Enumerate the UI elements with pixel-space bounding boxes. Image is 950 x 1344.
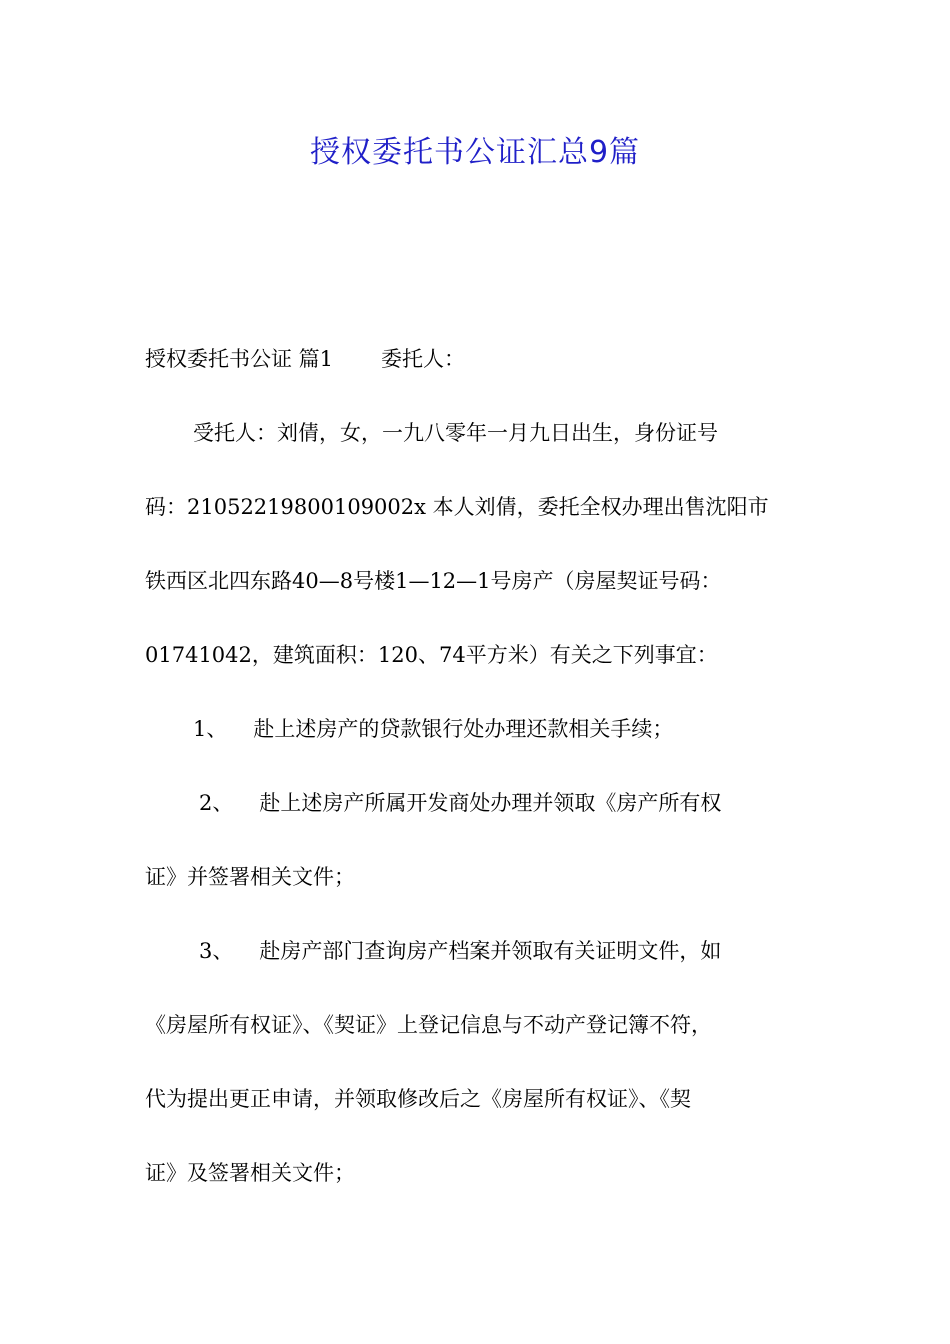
paragraph-line: 受托人：刘倩，女，一九八零年一月九日出生，身份证号	[193, 421, 718, 445]
section-heading: 授权委托书公证 篇1	[145, 347, 334, 371]
list-number: 2、	[199, 791, 234, 815]
paragraph-line: 《房屋所有权证》、《契证》上登记信息与不动产登记簿不符，	[145, 1013, 712, 1037]
paragraph-line: 铁西区北四东路40—8号楼1—12—1号房产（房屋契证号码：	[145, 569, 722, 593]
document-title: 授权委托书公证汇总9篇	[309, 135, 641, 170]
paragraph-line: 代为提出更正申请，并领取修改后之《房屋所有权证》、《契	[145, 1087, 691, 1111]
list-item	[145, 778, 810, 852]
paragraph-line: 01741042，建筑面积：120、74平方米）有关之下列事宜：	[145, 643, 718, 667]
list-number: 3、	[199, 939, 234, 963]
list-number: 1、	[193, 717, 228, 741]
list-text: 赴上述房产的贷款银行处办理还款相关手续；	[253, 717, 674, 741]
paragraph-line: 证》并签署相关文件；	[145, 865, 355, 889]
document-body	[145, 334, 810, 1222]
paragraph-line: 码：2105221980010900​2x 本人刘倩，委托全权办理出售沈阳市	[145, 495, 769, 519]
paragraph-line	[145, 334, 810, 408]
list-item	[145, 704, 810, 778]
list-item	[145, 926, 810, 1000]
paragraph-line: 证》及签署相关文件；	[145, 1161, 355, 1185]
principal-label: 委托人：	[381, 347, 466, 371]
list-text: 赴房产部门查询房产档案并领取有关证明文件，如	[259, 939, 722, 963]
list-text: 赴上述房产所属开发商处办理并领取《房产所有权	[259, 791, 722, 815]
